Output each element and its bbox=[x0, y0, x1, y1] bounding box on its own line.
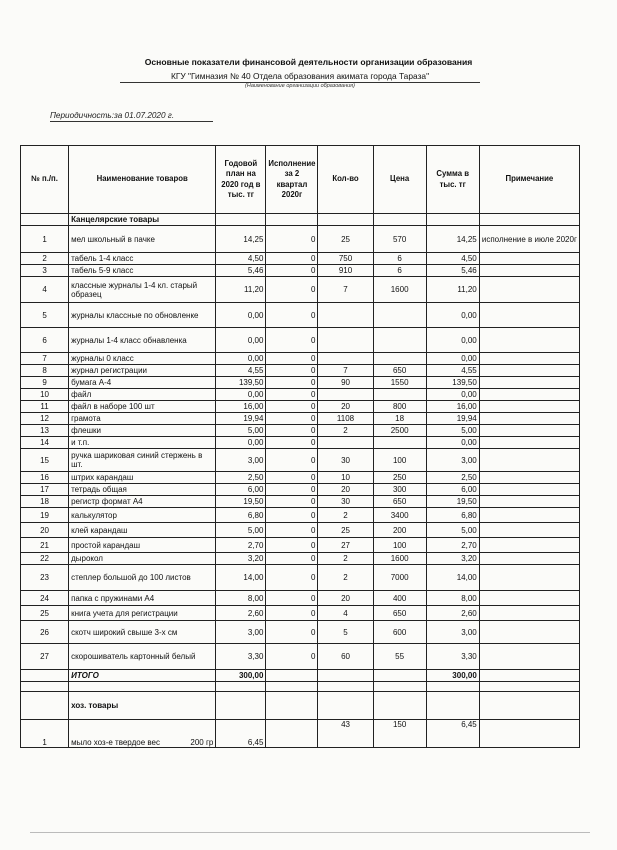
cell-number: 25 bbox=[21, 606, 69, 621]
cell-plan: 5,00 bbox=[216, 425, 266, 437]
cell-price: 150 bbox=[373, 720, 426, 748]
cell-price: 300 bbox=[373, 484, 426, 496]
table-row bbox=[21, 591, 580, 606]
cell-qty: 5 bbox=[318, 621, 373, 644]
cell-qty: 2 bbox=[318, 553, 373, 565]
cell-price: 1600 bbox=[373, 277, 426, 303]
period-label: Периодичность:за 01.07.2020 г. bbox=[50, 111, 213, 122]
cell-name: штрих карандаш bbox=[69, 472, 216, 484]
cell-name: дырокол bbox=[69, 553, 216, 565]
cell-number: 10 bbox=[21, 389, 69, 401]
cell-qty: 910 bbox=[318, 265, 373, 277]
table-row bbox=[21, 484, 580, 496]
cell-exec: 0 bbox=[266, 377, 318, 389]
cell-qty: 750 bbox=[318, 253, 373, 265]
table-row bbox=[21, 401, 580, 413]
cell-number: 24 bbox=[21, 591, 69, 606]
table-row bbox=[21, 644, 580, 670]
cell-note bbox=[479, 508, 579, 523]
cell-exec: 0 bbox=[266, 644, 318, 670]
cell-note bbox=[479, 413, 579, 425]
cell-plan: 19,50 bbox=[216, 496, 266, 508]
cell-price: 570 bbox=[373, 226, 426, 253]
document-title: Основные показатели финансовой деятельности организации образования bbox=[144, 57, 473, 67]
cell-note bbox=[479, 591, 579, 606]
cell-note bbox=[479, 553, 579, 565]
table-row bbox=[21, 472, 580, 484]
total-sum: 300,00 bbox=[426, 670, 479, 682]
cell-sum: 0,00 bbox=[426, 353, 479, 365]
cell-number: 20 bbox=[21, 523, 69, 538]
cell-number: 21 bbox=[21, 538, 69, 553]
cell-exec: 0 bbox=[266, 565, 318, 591]
cell-name: степлер большой до 100 листов bbox=[69, 565, 216, 591]
cell-name: калькулятор bbox=[69, 508, 216, 523]
cell-qty: 20 bbox=[318, 484, 373, 496]
cell-plan: 2,50 bbox=[216, 472, 266, 484]
table-row bbox=[21, 720, 580, 748]
cell-exec: 0 bbox=[266, 437, 318, 449]
cell-exec: 0 bbox=[266, 523, 318, 538]
cell-number: 3 bbox=[21, 265, 69, 277]
table-row bbox=[21, 365, 580, 377]
cell-name: и т.п. bbox=[69, 437, 216, 449]
cell-qty bbox=[318, 437, 373, 449]
cell-price bbox=[373, 389, 426, 401]
cell-number: 4 bbox=[21, 277, 69, 303]
cell-note bbox=[479, 565, 579, 591]
cell-exec: 0 bbox=[266, 253, 318, 265]
table-header-row bbox=[21, 146, 580, 214]
cell-exec: 0 bbox=[266, 353, 318, 365]
cell-plan: 16,00 bbox=[216, 401, 266, 413]
cell-qty: 27 bbox=[318, 538, 373, 553]
cell-exec: 0 bbox=[266, 413, 318, 425]
cell-plan: 4,50 bbox=[216, 253, 266, 265]
cell-qty bbox=[318, 328, 373, 353]
cell-price bbox=[373, 303, 426, 328]
table-row bbox=[21, 303, 580, 328]
table-row bbox=[21, 508, 580, 523]
cell-exec: 0 bbox=[266, 472, 318, 484]
cell-name: папка с пружинами А4 bbox=[69, 591, 216, 606]
cell-number: 8 bbox=[21, 365, 69, 377]
cell-qty bbox=[318, 303, 373, 328]
cell-sum: 5,00 bbox=[426, 425, 479, 437]
cell-exec: 0 bbox=[266, 365, 318, 377]
cell-qty: 43 bbox=[318, 720, 373, 748]
cell-plan: 2,60 bbox=[216, 606, 266, 621]
cell-plan: 3,20 bbox=[216, 553, 266, 565]
table-row bbox=[21, 553, 580, 565]
cell-sum: 0,00 bbox=[426, 328, 479, 353]
cell-name: регистр формат А4 bbox=[69, 496, 216, 508]
col-header-sum: Сумма в тыс. тг bbox=[426, 146, 479, 214]
spacer-row bbox=[21, 682, 580, 692]
section-row bbox=[21, 214, 580, 226]
cell-note bbox=[479, 484, 579, 496]
cell-sum: 3,00 bbox=[426, 449, 479, 472]
cell-plan: 3,00 bbox=[216, 621, 266, 644]
cell-sum: 5,00 bbox=[426, 523, 479, 538]
cell-qty bbox=[318, 353, 373, 365]
cell-name: журналы 1-4 класс обнавленка bbox=[69, 328, 216, 353]
cell-plan: 139,50 bbox=[216, 377, 266, 389]
cell-note bbox=[479, 606, 579, 621]
cell-price: 3400 bbox=[373, 508, 426, 523]
cell-number: 26 bbox=[21, 621, 69, 644]
cell-sum: 3,00 bbox=[426, 621, 479, 644]
table-row bbox=[21, 437, 580, 449]
cell-note: исполнение в июле 2020г bbox=[479, 226, 579, 253]
cell-name bbox=[69, 720, 216, 748]
cell-exec: 0 bbox=[266, 389, 318, 401]
cell-sum: 6,80 bbox=[426, 508, 479, 523]
cell-note bbox=[479, 265, 579, 277]
cell-sum: 14,25 bbox=[426, 226, 479, 253]
cell-exec: 0 bbox=[266, 496, 318, 508]
cell-number: 22 bbox=[21, 553, 69, 565]
cell-note bbox=[479, 253, 579, 265]
cell-exec: 0 bbox=[266, 538, 318, 553]
total-row bbox=[21, 670, 580, 682]
cell-exec: 0 bbox=[266, 621, 318, 644]
cell-name: журналы классные по обновленке bbox=[69, 303, 216, 328]
cell-number: 1 bbox=[21, 720, 69, 748]
cell-plan: 14,25 bbox=[216, 226, 266, 253]
cell-note bbox=[479, 365, 579, 377]
cell-name: ручка шариковая синий стержень в шт. bbox=[69, 449, 216, 472]
cell-sum: 3,20 bbox=[426, 553, 479, 565]
table-row bbox=[21, 621, 580, 644]
cell-exec: 0 bbox=[266, 265, 318, 277]
cell-note bbox=[479, 621, 579, 644]
cell-price: 250 bbox=[373, 472, 426, 484]
table-body bbox=[21, 214, 580, 748]
cell-number: 12 bbox=[21, 413, 69, 425]
cell-sum: 14,00 bbox=[426, 565, 479, 591]
cell-sum: 6,45 bbox=[426, 720, 479, 748]
cell-plan: 8,00 bbox=[216, 591, 266, 606]
cell-number: 9 bbox=[21, 377, 69, 389]
cell-price: 600 bbox=[373, 621, 426, 644]
goods-table bbox=[20, 145, 580, 748]
cell-price bbox=[373, 353, 426, 365]
cell-qty: 2 bbox=[318, 565, 373, 591]
cell-qty: 20 bbox=[318, 401, 373, 413]
cell-name: бумага А-4 bbox=[69, 377, 216, 389]
cell-sum: 2,50 bbox=[426, 472, 479, 484]
cell-name: файл в наборе 100 шт bbox=[69, 401, 216, 413]
table-row bbox=[21, 413, 580, 425]
cell-name: журналы 0 класс bbox=[69, 353, 216, 365]
cell-number: 23 bbox=[21, 565, 69, 591]
cell-sum: 0,00 bbox=[426, 303, 479, 328]
cell-sum: 4,50 bbox=[426, 253, 479, 265]
cell-name: мел школьный в пачке bbox=[69, 226, 216, 253]
table-row bbox=[21, 523, 580, 538]
col-header-plan: Годовой план на 2020 год в тыс. тг bbox=[216, 146, 266, 214]
cell-plan: 6,80 bbox=[216, 508, 266, 523]
cell-price: 1600 bbox=[373, 553, 426, 565]
cell-number: 14 bbox=[21, 437, 69, 449]
cell-price: 18 bbox=[373, 413, 426, 425]
cell-plan: 19,94 bbox=[216, 413, 266, 425]
cell-note bbox=[479, 303, 579, 328]
page-edge-line bbox=[30, 832, 590, 833]
cell-plan: 3,30 bbox=[216, 644, 266, 670]
cell-plan: 5,46 bbox=[216, 265, 266, 277]
cell-price: 650 bbox=[373, 606, 426, 621]
section-title: Канцелярские товары bbox=[69, 214, 216, 226]
cell-sum: 139,50 bbox=[426, 377, 479, 389]
cell-sum: 2,70 bbox=[426, 538, 479, 553]
cell-price: 7000 bbox=[373, 565, 426, 591]
cell-note bbox=[479, 353, 579, 365]
cell-price: 100 bbox=[373, 538, 426, 553]
cell-sum: 0,00 bbox=[426, 389, 479, 401]
cell-number: 16 bbox=[21, 472, 69, 484]
cell-plan: 0,00 bbox=[216, 328, 266, 353]
cell-name: клей карандаш bbox=[69, 523, 216, 538]
cell-number: 13 bbox=[21, 425, 69, 437]
table-row bbox=[21, 496, 580, 508]
cell-note bbox=[479, 644, 579, 670]
cell-note bbox=[479, 389, 579, 401]
cell-sum: 11,20 bbox=[426, 277, 479, 303]
cell-note bbox=[479, 538, 579, 553]
cell-note bbox=[479, 425, 579, 437]
cell-note bbox=[479, 449, 579, 472]
cell-price: 400 bbox=[373, 591, 426, 606]
cell-name: классные журналы 1-4 кл. старый образец bbox=[69, 277, 216, 303]
cell-number: 7 bbox=[21, 353, 69, 365]
cell-name: тетрадь общая bbox=[69, 484, 216, 496]
cell-qty: 2 bbox=[318, 508, 373, 523]
cell-plan: 0,00 bbox=[216, 303, 266, 328]
cell-sum: 3,30 bbox=[426, 644, 479, 670]
cell-sum: 16,00 bbox=[426, 401, 479, 413]
cell-qty: 30 bbox=[318, 496, 373, 508]
cell-exec: 0 bbox=[266, 449, 318, 472]
cell-price: 100 bbox=[373, 449, 426, 472]
cell-sum: 2,60 bbox=[426, 606, 479, 621]
cell-qty: 25 bbox=[318, 523, 373, 538]
col-header-number: № п./п. bbox=[21, 146, 69, 214]
cell-qty: 1108 bbox=[318, 413, 373, 425]
cell-name: простой карандаш bbox=[69, 538, 216, 553]
cell-number: 17 bbox=[21, 484, 69, 496]
cell-note bbox=[479, 437, 579, 449]
cell-price: 650 bbox=[373, 496, 426, 508]
table-row bbox=[21, 328, 580, 353]
total-label: ИТОГО bbox=[69, 670, 216, 682]
col-header-name: Наименование товаров bbox=[69, 146, 216, 214]
organization-name: КГУ "Гимназия № 40 Отдела образования акимата города Тараза" bbox=[120, 71, 480, 83]
cell-number: 27 bbox=[21, 644, 69, 670]
section-title: хоз. товары bbox=[69, 692, 216, 720]
cell-sum: 0,00 bbox=[426, 437, 479, 449]
col-header-note: Примечание bbox=[479, 146, 579, 214]
table-row bbox=[21, 565, 580, 591]
cell-sum: 19,50 bbox=[426, 496, 479, 508]
cell-exec: 0 bbox=[266, 606, 318, 621]
cell-price: 2500 bbox=[373, 425, 426, 437]
organization-caption: (Наименование организации образования) bbox=[245, 83, 355, 89]
cell-plan: 6,45 bbox=[216, 720, 266, 748]
table-row bbox=[21, 538, 580, 553]
cell-exec: 0 bbox=[266, 591, 318, 606]
cell-sum: 8,00 bbox=[426, 591, 479, 606]
cell-name: скорошиватель картонный белый bbox=[69, 644, 216, 670]
table-row bbox=[21, 277, 580, 303]
cell-exec: 0 bbox=[266, 508, 318, 523]
cell-note bbox=[479, 328, 579, 353]
cell-qty: 60 bbox=[318, 644, 373, 670]
table-row bbox=[21, 377, 580, 389]
cell-name: книга учета для регистрации bbox=[69, 606, 216, 621]
cell-price bbox=[373, 437, 426, 449]
cell-plan: 0,00 bbox=[216, 437, 266, 449]
table-row bbox=[21, 606, 580, 621]
cell-number: 6 bbox=[21, 328, 69, 353]
cell-note bbox=[479, 377, 579, 389]
section-row bbox=[21, 692, 580, 720]
cell-sum: 19,94 bbox=[426, 413, 479, 425]
cell-name: скотч широкий свыше 3-х см bbox=[69, 621, 216, 644]
cell-name: табель 1-4 класс bbox=[69, 253, 216, 265]
cell-name: флешки bbox=[69, 425, 216, 437]
cell-number: 15 bbox=[21, 449, 69, 472]
col-header-price: Цена bbox=[373, 146, 426, 214]
item-weight: 200 гр bbox=[190, 738, 214, 747]
cell-note bbox=[479, 277, 579, 303]
cell-number: 18 bbox=[21, 496, 69, 508]
total-plan: 300,00 bbox=[216, 670, 266, 682]
cell-number: 2 bbox=[21, 253, 69, 265]
cell-exec: 0 bbox=[266, 553, 318, 565]
cell-qty: 30 bbox=[318, 449, 373, 472]
table-row bbox=[21, 253, 580, 265]
cell-note bbox=[479, 401, 579, 413]
cell-sum: 5,46 bbox=[426, 265, 479, 277]
cell-name: журнал регистрации bbox=[69, 365, 216, 377]
item-name: мыло хоз-е твердое вес bbox=[71, 738, 160, 747]
table-row bbox=[21, 226, 580, 253]
cell-plan: 5,00 bbox=[216, 523, 266, 538]
table-row bbox=[21, 353, 580, 365]
cell-note bbox=[479, 523, 579, 538]
cell-number: 11 bbox=[21, 401, 69, 413]
cell-price: 1550 bbox=[373, 377, 426, 389]
cell-name: грамота bbox=[69, 413, 216, 425]
cell-sum: 6,00 bbox=[426, 484, 479, 496]
cell-qty: 20 bbox=[318, 591, 373, 606]
cell-price: 55 bbox=[373, 644, 426, 670]
cell-price: 650 bbox=[373, 365, 426, 377]
col-header-exec: Исполнение за 2 квартал 2020г bbox=[266, 146, 318, 214]
cell-qty bbox=[318, 389, 373, 401]
cell-exec: 0 bbox=[266, 328, 318, 353]
cell-name: файл bbox=[69, 389, 216, 401]
cell-price: 800 bbox=[373, 401, 426, 413]
cell-qty: 2 bbox=[318, 425, 373, 437]
cell-qty: 25 bbox=[318, 226, 373, 253]
table-row bbox=[21, 389, 580, 401]
table-row bbox=[21, 265, 580, 277]
cell-note bbox=[479, 496, 579, 508]
cell-qty: 7 bbox=[318, 277, 373, 303]
cell-plan: 14,00 bbox=[216, 565, 266, 591]
cell-exec: 0 bbox=[266, 226, 318, 253]
cell-number: 1 bbox=[21, 226, 69, 253]
cell-sum: 4,55 bbox=[426, 365, 479, 377]
cell-note bbox=[479, 472, 579, 484]
cell-plan: 11,20 bbox=[216, 277, 266, 303]
cell-plan: 0,00 bbox=[216, 389, 266, 401]
cell-price: 200 bbox=[373, 523, 426, 538]
table-row bbox=[21, 449, 580, 472]
cell-plan: 4,55 bbox=[216, 365, 266, 377]
cell-exec: 0 bbox=[266, 484, 318, 496]
col-header-qty: Кол-во bbox=[318, 146, 373, 214]
cell-plan: 3,00 bbox=[216, 449, 266, 472]
cell-plan: 2,70 bbox=[216, 538, 266, 553]
cell-qty: 90 bbox=[318, 377, 373, 389]
cell-exec: 0 bbox=[266, 303, 318, 328]
cell-plan: 0,00 bbox=[216, 353, 266, 365]
cell-qty: 7 bbox=[318, 365, 373, 377]
cell-price: 6 bbox=[373, 265, 426, 277]
cell-exec: 0 bbox=[266, 277, 318, 303]
cell-name: табель 5-9 класс bbox=[69, 265, 216, 277]
cell-price bbox=[373, 328, 426, 353]
table-row bbox=[21, 425, 580, 437]
cell-exec: 0 bbox=[266, 401, 318, 413]
cell-number: 19 bbox=[21, 508, 69, 523]
cell-plan: 6,00 bbox=[216, 484, 266, 496]
cell-number: 5 bbox=[21, 303, 69, 328]
cell-qty: 4 bbox=[318, 606, 373, 621]
cell-price: 6 bbox=[373, 253, 426, 265]
cell-exec: 0 bbox=[266, 425, 318, 437]
cell-qty: 10 bbox=[318, 472, 373, 484]
